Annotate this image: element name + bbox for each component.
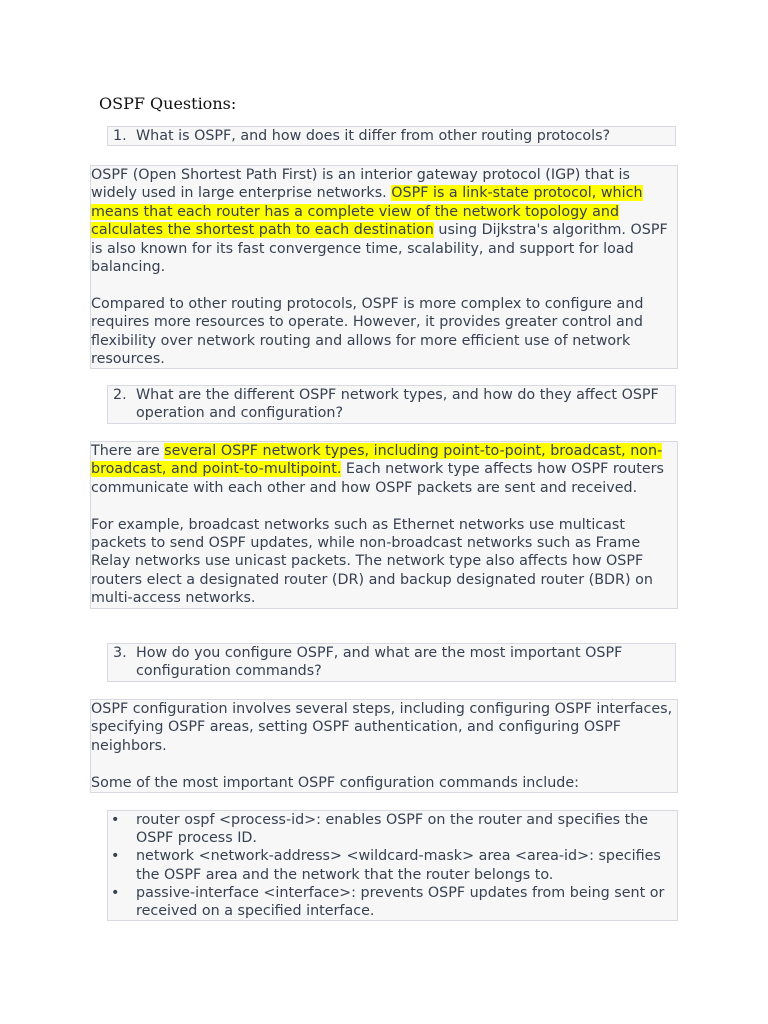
commands-list-box — [107, 810, 678, 921]
question-text: What are the different OSPF network types, and how do they affect OSPF operation and configuration? — [136, 387, 659, 422]
answer-1-box — [90, 165, 678, 369]
answer-1-paragraph-1 — [91, 166, 677, 276]
command-item — [108, 811, 677, 847]
command-text: router ospf <process-id>: enables OSPF on the router and specifies the OSPF process ID. — [136, 812, 649, 847]
command-text: passive-interface <interface>: prevents OSPF updates from being sent or received on a specified interface. — [136, 884, 665, 920]
answer-1-paragraph-2: Compared to other routing protocols, OSPF is more complex to configure and requires more resources to operate. However, it provides greater control and flexibility over network routing and allows for more efficient use of network resources. — [91, 295, 644, 368]
question-2-box — [107, 385, 676, 424]
bullet-icon: • — [111, 848, 120, 865]
question-number: 2. — [113, 387, 127, 403]
highlighted-text: OSPF is a link-state protocol, which means that each router has a complete view of the network topology and calculates the shortest path to each destination — [91, 185, 643, 239]
answer-text: using Dijkstra's algorithm. OSPF is also known for its fast convergence time, scalability, and support for load balancing. — [91, 222, 668, 276]
answer-3-paragraph-2: Some of the most important OSPF configuration commands include: — [91, 774, 579, 791]
answer-2-paragraph-2: For example, broadcast networks such as Ethernet networks use multicast packets to send OSPF updates, while non-broadcast networks such as Frame Relay networks use unicast packets. The network type also affects how OSPF routers elect a designated router (DR) and backup designated router (BDR) on multi-access networks. — [91, 516, 653, 607]
command-item — [108, 884, 677, 920]
question-item — [113, 127, 675, 145]
answer-text: OSPF (Open Shortest Path First) is an interior gateway protocol (IGP) that is widely used in large enterprise networks. — [91, 167, 630, 202]
highlighted-text: several OSPF network types, including point-to-point, broadcast, non-broadcast, and point-to-multipoint. — [91, 443, 663, 478]
question-number: 3. — [113, 645, 127, 661]
bullet-icon: • — [111, 884, 120, 901]
commands-list — [108, 811, 677, 920]
answer-3-paragraph-1: OSPF configuration involves several steps, including configuring OSPF interfaces, specifying OSPF areas, setting OSPF authentication, and configuring OSPF neighbors. — [91, 701, 673, 754]
answer-2-paragraph-1 — [91, 442, 677, 497]
answer-text: There are — [91, 443, 165, 459]
question-item — [113, 386, 675, 423]
question-text: What is OSPF, and how does it differ from other routing protocols? — [136, 128, 611, 144]
document-title: OSPF Questions: — [99, 94, 237, 113]
bullet-icon: • — [111, 812, 120, 828]
answer-text: Each network type affects how OSPF routers communicate with each other and how OSPF packets are sent and received. — [91, 461, 664, 496]
question-3-box — [107, 643, 676, 682]
answer-3-box — [90, 699, 678, 793]
question-number: 1. — [113, 128, 127, 144]
question-item — [113, 644, 675, 681]
answer-2-box — [90, 441, 678, 609]
command-item — [108, 847, 677, 883]
question-1-box — [107, 126, 676, 146]
question-text: How do you configure OSPF, and what are the most important OSPF configuration commands? — [136, 645, 623, 680]
command-text: network <network-address> <wildcard-mask> area <area-id>: specifies the OSPF area and the network that the router belongs to. — [136, 848, 661, 883]
